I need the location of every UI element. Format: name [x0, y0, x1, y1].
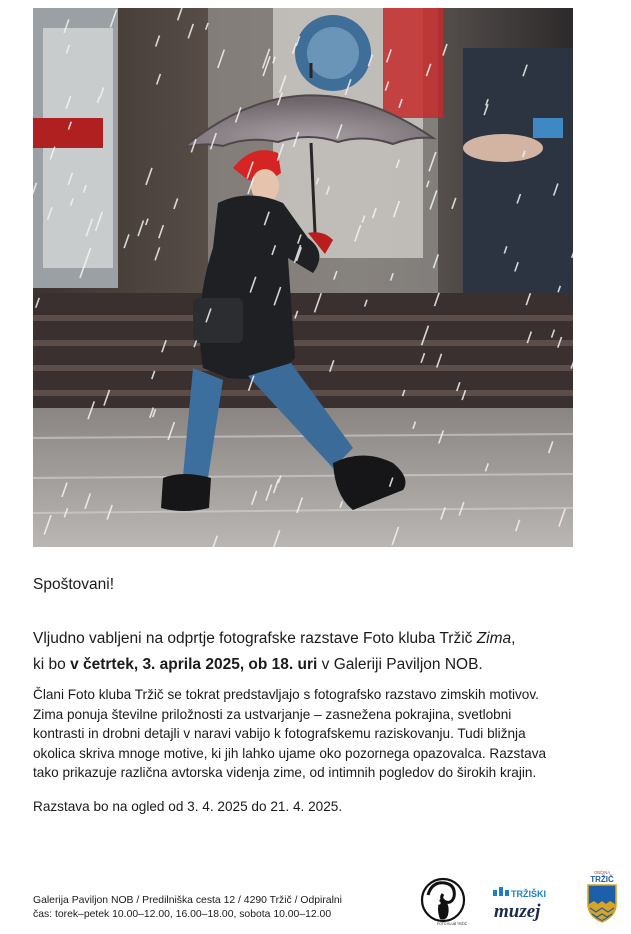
muzej-logo-bottom-text: muzej	[494, 901, 541, 922]
invitation-text	[33, 626, 593, 678]
muzej-logo-icon	[490, 884, 570, 924]
foto-klub-logo	[418, 875, 468, 927]
description-line: Člani Foto kluba Tržič se tokrat predstavljajo s fotografsko razstavo zimskih motivov.	[33, 687, 539, 702]
invitation-line-2-start: ki bo	[33, 656, 71, 673]
invitation-line-1	[33, 626, 593, 652]
description-paragraph	[33, 685, 593, 783]
invitation-line-1-end: ,	[511, 630, 516, 647]
invitation-line-2-end: v Galeriji Paviljon NOB.	[317, 656, 483, 673]
exhibition-dates: Razstava bo na ogled od 3. 4. 2025 do 21. 4. 2025.	[33, 799, 343, 814]
obcina-name: TRŽIČ	[590, 875, 614, 884]
footer-address	[33, 894, 342, 922]
coat-of-arms-icon	[584, 868, 620, 924]
greeting: Spoštovani!	[33, 576, 114, 593]
description-line: Zima ponuja številne priložnosti za ustvarjanje – zasnežena pokrajina, svetlobni	[33, 706, 512, 722]
trziski-muzej-logo	[490, 884, 570, 924]
muzej-logo-top-text: TRŽIŠKI	[511, 889, 546, 899]
footer-line-1: Galerija Paviljon NOB / Predilniška cesta 12 / 4290 Tržič / Odpiralni	[33, 895, 342, 906]
obcina-label: OBČINA	[593, 870, 611, 875]
obcina-trzic-crest	[584, 868, 620, 924]
description-line: okolica skriva mnoge motive, ki jih lahko ujame oko pozornega opazovalca. Razstava	[33, 745, 547, 761]
footer-line-2: čas: torek–petek 10.00–12.00, 16.00–18.00, sobota 10.00–12.00	[33, 909, 332, 920]
photo-woman-umbrella-snow-icon	[33, 8, 573, 547]
foto-klub-label: FOTO KLUB TRŽIČ	[437, 922, 468, 926]
invitation-line-2	[33, 652, 593, 678]
exhibition-title: Zima	[476, 630, 512, 647]
event-datetime: v četrtek, 3. aprila 2025, ob 18. uri	[70, 656, 318, 673]
invitation-line-1-text: Vljudno vabljeni na odprtje fotografske razstave Foto kluba Tržič	[33, 630, 477, 647]
ram-head-icon	[418, 875, 468, 927]
description-line: tako prikazuje različna avtorska videnja zime, od intimnih pogledov do širokih krajin.	[33, 765, 537, 781]
description-line: kontrasti in drobni detajli v naravi vabijo k fotografskemu raziskovanju. Tudi bližnja	[33, 726, 526, 742]
exhibition-photo	[33, 8, 573, 547]
